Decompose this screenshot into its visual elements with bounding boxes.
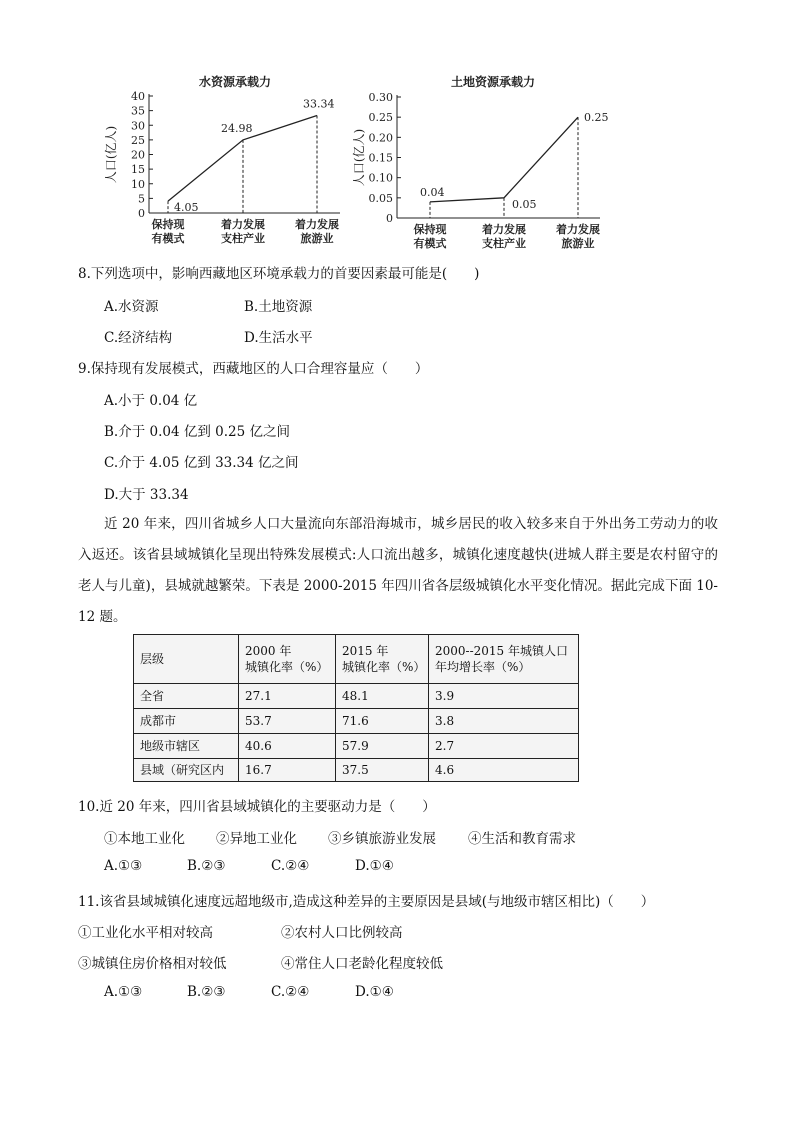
y-tick-label: 25 bbox=[131, 133, 145, 147]
x-tick-label: 着力发展 bbox=[221, 218, 265, 231]
table-cell: 3.8 bbox=[429, 709, 579, 734]
y-tick-label: 0.15 bbox=[368, 151, 393, 165]
table-cell: 成都市 bbox=[134, 709, 239, 734]
table-row bbox=[134, 684, 579, 709]
y-tick-label: 35 bbox=[131, 104, 145, 118]
y-axis-label: 人口(亿人) bbox=[352, 128, 366, 187]
table-cell: 地级市辖区 bbox=[134, 734, 239, 759]
q8-option-a[interactable]: A.水资源 bbox=[104, 299, 159, 315]
q9-option-c[interactable]: C.介于 4.05 亿到 33.34 亿之间 bbox=[104, 455, 299, 471]
q11-item-1: ①工业化水平相对较高 bbox=[78, 925, 213, 941]
y-tick-label: 0 bbox=[386, 212, 393, 225]
q11-option-b[interactable]: B.②③ bbox=[187, 984, 226, 1000]
x-tick-label: 保持现 bbox=[413, 223, 447, 236]
q10-item-4: ④生活和教育需求 bbox=[468, 831, 576, 847]
chart-title: 水资源承载力 bbox=[198, 75, 272, 89]
q8-option-d[interactable]: D.生活水平 bbox=[244, 330, 313, 346]
passage: 近 20 年来，四川省城乡人口大量流向东部沿海城市，城乡居民的收入较多来自于外出务工劳动力的收入返还。该省县域城镇化呈现出特殊发展模式:人口流出越多，城镇化速度越快(进城人群主要是农村留守的老人与儿童)，县城就越繁荣。下表是 2000-2015 年四川省各层级城镇化水平变化情况。据此完成下面 10-12 题。 bbox=[78, 516, 718, 625]
table-cell: 71.6 bbox=[336, 709, 429, 734]
series-line bbox=[430, 117, 578, 202]
q10-item-2: ②异地工业化 bbox=[216, 831, 297, 847]
table-cell: 3.9 bbox=[429, 684, 579, 709]
table-cell: 县域（研究区内 bbox=[134, 759, 239, 782]
y-tick-label: 0.10 bbox=[368, 171, 393, 185]
y-tick-label: 0.25 bbox=[368, 111, 393, 125]
x-tick-label: 旅游业 bbox=[561, 237, 595, 250]
chart-title: 土地资源承载力 bbox=[450, 75, 536, 89]
q9-option-b[interactable]: B.介于 0.04 亿到 0.25 亿之间 bbox=[104, 424, 290, 440]
x-tick-label: 有模式 bbox=[151, 232, 185, 245]
y-tick-label: 40 bbox=[131, 90, 145, 103]
table-header-cell: 2000 年 城镇化率（%） bbox=[239, 635, 336, 684]
y-tick-label: 0.05 bbox=[368, 191, 393, 205]
q11-option-d[interactable]: D.①④ bbox=[355, 984, 394, 1000]
x-tick-label: 支柱产业 bbox=[482, 237, 526, 250]
y-tick-label: 15 bbox=[131, 163, 145, 177]
y-tick-label: 0.30 bbox=[368, 91, 393, 104]
y-tick-label: 30 bbox=[131, 119, 145, 133]
table-cell: 全省 bbox=[134, 684, 239, 709]
q9-stem: 9.保持现有发展模式，西藏地区的人口合理容量应（ ） bbox=[78, 361, 429, 377]
urbanization-table bbox=[133, 634, 579, 782]
table-header-cell: 2000--2015 年城镇人口 年均增长率（%） bbox=[429, 635, 579, 684]
table-header-row bbox=[134, 635, 579, 684]
q10-option-c[interactable]: C.②④ bbox=[271, 858, 310, 874]
table-header-cell: 层级 bbox=[134, 635, 239, 684]
data-label: 4.05 bbox=[174, 201, 199, 215]
q8-option-c[interactable]: C.经济结构 bbox=[104, 330, 173, 346]
data-label: 0.05 bbox=[512, 197, 537, 211]
x-tick-label: 着力发展 bbox=[295, 218, 339, 231]
y-tick-label: 10 bbox=[131, 177, 145, 191]
table-cell: 48.1 bbox=[336, 684, 429, 709]
y-tick-label: 0.20 bbox=[368, 131, 393, 145]
x-tick-label: 着力发展 bbox=[482, 223, 526, 236]
table-row bbox=[134, 734, 579, 759]
table-cell: 57.9 bbox=[336, 734, 429, 759]
q10-option-b[interactable]: B.②③ bbox=[187, 858, 226, 874]
q10-stem: 10.近 20 年来，四川省县域城镇化的主要驱动力是（ ） bbox=[78, 799, 436, 815]
x-tick-label: 有模式 bbox=[413, 237, 447, 250]
land-capacity-chart bbox=[345, 70, 609, 255]
y-tick-label: 0 bbox=[138, 207, 145, 220]
q8-stem: 8.下列选项中，影响西藏地区环境承载力的首要因素最可能是( ) bbox=[78, 266, 480, 282]
y-axis-label: 人口(亿人) bbox=[104, 125, 118, 184]
table-cell: 37.5 bbox=[336, 759, 429, 782]
q11-option-c[interactable]: C.②④ bbox=[271, 984, 310, 1000]
q10-item-1: ①本地工业化 bbox=[104, 831, 185, 847]
water-capacity-chart-svg bbox=[100, 70, 350, 255]
table-cell: 27.1 bbox=[239, 684, 336, 709]
q10-item-3: ③乡镇旅游业发展 bbox=[328, 831, 436, 847]
q8-option-b[interactable]: B.土地资源 bbox=[244, 299, 313, 315]
q11-stem: 11.该省县域城镇化速度远超地级市,造成这种差异的主要原因是县域(与地级市辖区相比)（ ） bbox=[78, 894, 655, 910]
x-tick-label: 着力发展 bbox=[556, 223, 600, 236]
table-header-cell: 2015 年 城镇化率（%） bbox=[336, 635, 429, 684]
table-cell: 4.6 bbox=[429, 759, 579, 782]
q9-option-a[interactable]: A.小于 0.04 亿 bbox=[104, 393, 198, 409]
table-row bbox=[134, 759, 579, 782]
q11-item-3: ③城镇住房价格相对较低 bbox=[78, 956, 227, 972]
water-capacity-chart bbox=[100, 70, 350, 255]
x-tick-label: 支柱产业 bbox=[221, 232, 265, 245]
q10-option-a[interactable]: A.①③ bbox=[104, 858, 143, 874]
data-label: 24.98 bbox=[221, 121, 253, 135]
q9-option-d[interactable]: D.大于 33.34 bbox=[104, 487, 189, 503]
y-tick-label: 5 bbox=[138, 192, 145, 206]
q11-item-4: ④常住人口老龄化程度较低 bbox=[281, 956, 443, 972]
data-label: 0.04 bbox=[420, 185, 445, 199]
x-tick-label: 保持现 bbox=[151, 218, 185, 231]
table-cell: 2.7 bbox=[429, 734, 579, 759]
q10-option-d[interactable]: D.①④ bbox=[355, 858, 394, 874]
y-tick-label: 20 bbox=[131, 148, 145, 162]
table-row bbox=[134, 709, 579, 734]
table-cell: 16.7 bbox=[239, 759, 336, 782]
q11-option-a[interactable]: A.①③ bbox=[104, 984, 143, 1000]
data-label: 33.34 bbox=[303, 97, 335, 111]
x-tick-label: 旅游业 bbox=[300, 232, 334, 245]
data-label: 0.25 bbox=[584, 111, 609, 125]
q11-item-2: ②农村人口比例较高 bbox=[281, 925, 403, 941]
table-cell: 40.6 bbox=[239, 734, 336, 759]
land-capacity-chart-svg bbox=[345, 70, 609, 255]
table-cell: 53.7 bbox=[239, 709, 336, 734]
